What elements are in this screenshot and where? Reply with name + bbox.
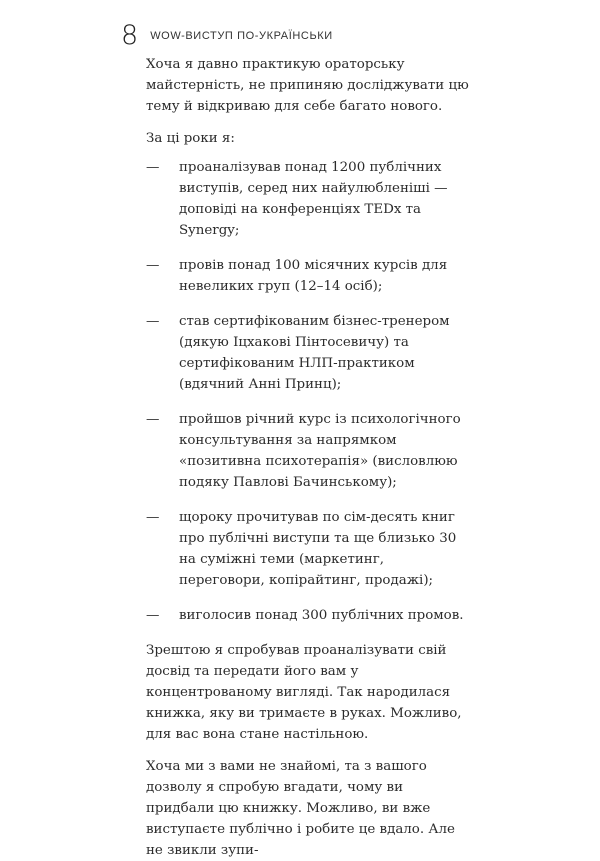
list-dash: — bbox=[146, 510, 160, 525]
achievements-list bbox=[146, 157, 472, 626]
list-item: — проаналізував понад 1200 публічних виступів, серед них найулюбленіші — доповіді на конференціях TEDx та Synergy; bbox=[146, 157, 472, 241]
paragraph-experience: Зрештою я спробував проаналізувати свій досвід та передати його вам у концентрованому вигляді. Так народилася книжка, яку ви тримаєте в руках. Можливо, для вас вона стане настільною. bbox=[146, 643, 462, 742]
list-dash: — bbox=[146, 258, 160, 273]
list-item: — став сертифікованим бізнес-тренером (дякую Іцхакові Пінтосевичу) та сертифікованим НЛП-практиком (вдячний Анні Принц); bbox=[146, 311, 472, 395]
page-number: 8 bbox=[121, 20, 139, 51]
list-item: — провів понад 100 місячних курсів для невеликих груп (12–14 осіб); bbox=[146, 255, 472, 297]
running-title: WOW-ВИСТУП ПО-УКРАЇНСЬКИ bbox=[150, 30, 333, 42]
list-dash: — bbox=[146, 608, 160, 623]
page-body bbox=[146, 54, 472, 861]
list-item: — виголосив понад 300 публічних промов. bbox=[146, 605, 472, 626]
list-item: — щороку прочитував по сім-десять книг про публічні виступи та ще близько 30 на суміжні теми (маркетинг, переговори, копірайтинг, продажі); bbox=[146, 507, 472, 591]
list-item: — пройшов річний курс із психологічного консультування за напрямком «позитивна психотерапія» (висловлюю подяку Павлові Бачинському); bbox=[146, 409, 472, 493]
list-intro: За ці роки я: bbox=[146, 131, 235, 146]
list-dash: — bbox=[146, 412, 160, 427]
list-dash: — bbox=[146, 160, 160, 175]
paragraph-intro: Хоча я давно практикую ораторську майстерність, не припиняю досліджувати цю тему й відкриваю для себе багато нового. bbox=[146, 57, 469, 114]
list-dash: — bbox=[146, 314, 160, 329]
paragraph-guess: Хоча ми з вами не знайомі, та з вашого дозволу я спробую вгадати, чому ви придбали цю книжку. Можливо, ви вже виступаєте публічно і робите це вдало. Але не звикли зупи- bbox=[146, 759, 455, 858]
page-header bbox=[121, 22, 333, 50]
